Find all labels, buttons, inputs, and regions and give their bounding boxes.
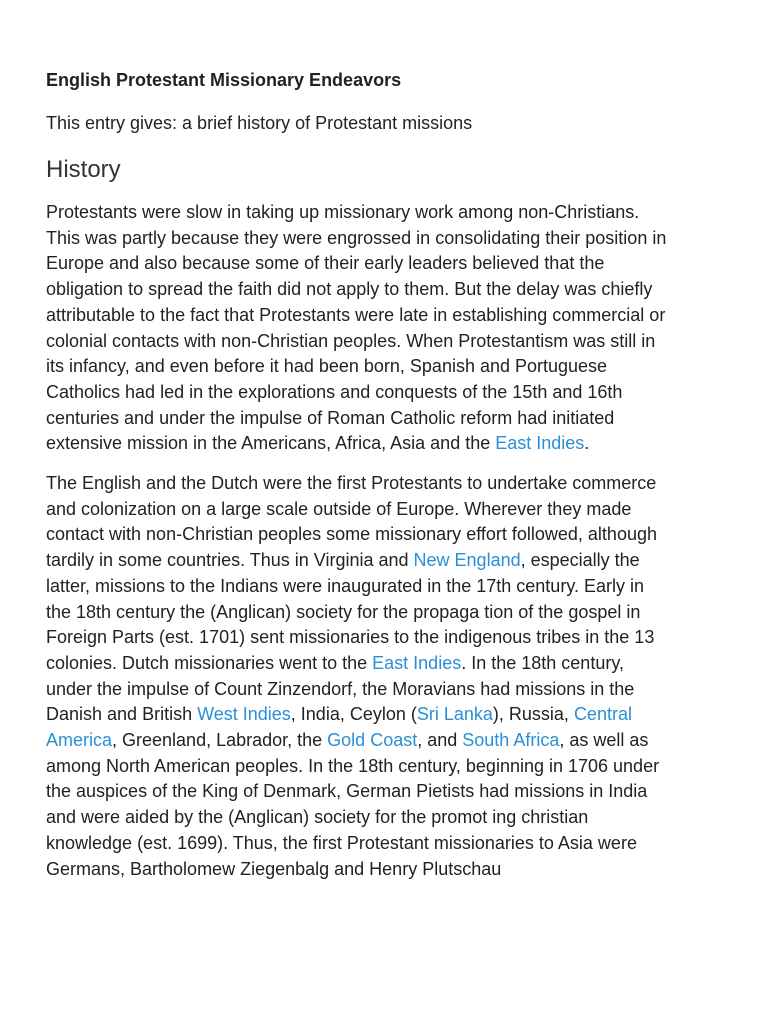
text-line: This was partly because they were engrossed in consolidating their position in <box>46 227 667 248</box>
text-segment: , Greenland, Labrador, the <box>112 730 328 751</box>
link-new-england[interactable]: New England <box>413 550 521 571</box>
link-gold-coast[interactable]: Gold Coast <box>327 730 418 751</box>
text-line <box>46 548 726 574</box>
text-line <box>46 431 726 457</box>
document-subtitle: This entry gives: a brief history of Protestant missions <box>46 113 473 133</box>
text-segment: , and <box>417 730 463 751</box>
text-line: obligation to spread the faith did not apply to them. But the delay was chiefly <box>46 279 653 300</box>
paragraph-history-1 <box>46 200 726 457</box>
text-line: centuries and under the impulse of Roman Catholic reform had initiated <box>46 407 615 428</box>
text-segment: Danish and British <box>46 704 198 725</box>
text-segment: . In the 18th century, <box>461 652 624 673</box>
text-segment: , India, Ceylon ( <box>290 704 417 725</box>
text-line: contact with non-Christian peoples some missionary effort followed, although <box>46 524 657 545</box>
text-line: Catholics had led in the explorations and conquests of the 15th and 16th <box>46 381 623 402</box>
link-sri-lanka[interactable]: Sri Lanka <box>416 704 493 725</box>
text-segment: . <box>584 433 590 454</box>
text-line <box>46 651 726 677</box>
document-title: English Protestant Missionary Endeavors <box>46 70 402 90</box>
text-line: and colonization on a large scale outside of Europe. Wherever they made <box>46 498 632 519</box>
text-line: attributable to the fact that Protestants were late in establishing commercial or <box>46 304 666 325</box>
text-segment: tardily in some countries. Thus in Virginia and <box>46 550 414 571</box>
text-line: latter, missions to the Indians were inaugurated in the 17th century. Early in <box>46 575 644 596</box>
link-south-africa[interactable]: South Africa <box>462 730 560 751</box>
text-segment: colonies. Dutch missionaries went to the <box>46 652 373 673</box>
text-line: among North American peoples. In the 18th century, beginning in 1706 under <box>46 755 660 776</box>
text-line: Europe and also because some of their early leaders believed that the <box>46 253 605 274</box>
text-line: under the impulse of Count Zinzendorf, the Moravians had missions in the <box>46 678 635 699</box>
text-line <box>46 728 726 754</box>
text-segment: , especially the <box>520 550 640 571</box>
link-east-indies[interactable]: East Indies <box>495 433 585 454</box>
link-east-indies-2[interactable]: East Indies <box>372 652 462 673</box>
text-line <box>46 702 726 728</box>
link-central-america[interactable]: Central <box>573 704 632 725</box>
text-line: its infancy, and even before it had been born, Spanish and Portuguese <box>46 356 608 377</box>
text-line: the 18th century the (Anglican) society for the propaga tion of the gospel in <box>46 601 641 622</box>
text-line: colonial contacts with non-Christian peoples. When Protestantism was still in <box>46 330 656 351</box>
text-line: The English and the Dutch were the first Protestants to undertake commerce <box>46 473 657 493</box>
text-segment: extensive mission in the Americans, Africa, Asia and the <box>46 433 496 454</box>
text-line: Foreign Parts (est. 1701) sent missionaries to the indigenous tribes in the 13 <box>46 627 655 648</box>
text-line: Protestants were slow in taking up missionary work among non-Christians. <box>46 202 640 222</box>
paragraph-history-2 <box>46 471 726 882</box>
link-west-indies[interactable]: West Indies <box>197 704 291 725</box>
text-line: and were aided by the (Anglican) society for the promot ing christian <box>46 807 589 828</box>
section-heading-history: History <box>46 156 121 183</box>
text-line: the auspices of the King of Denmark, German Pietists had missions in India <box>46 781 648 802</box>
text-segment: , as well as <box>559 730 649 751</box>
link-central-america-cont[interactable]: America <box>46 730 113 751</box>
text-segment: ), Russia, <box>492 704 574 725</box>
text-line: Germans, Bartholomew Ziegenbalg and Henry Plutschau <box>46 858 502 879</box>
text-line: knowledge (est. 1699). Thus, the first Protestant missionaries to Asia were <box>46 832 637 853</box>
